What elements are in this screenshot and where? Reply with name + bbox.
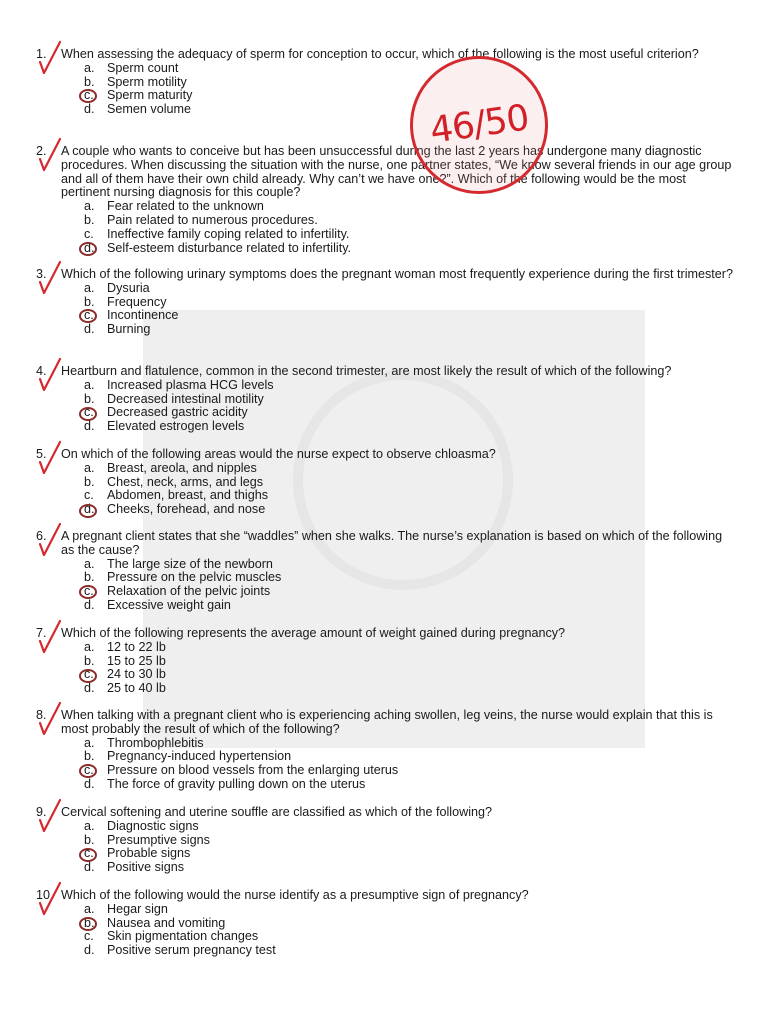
- question-number: 2.: [36, 144, 47, 158]
- option-text: Relaxation of the pelvic joints: [107, 584, 271, 599]
- option-text: Pregnancy-induced hypertension: [107, 749, 292, 764]
- option-text: Breast, areola, and nipples: [107, 460, 257, 475]
- answer-option: [36, 379, 736, 393]
- option-letter: d.: [84, 597, 95, 612]
- answer-option: [36, 655, 736, 669]
- question-stem: [36, 806, 736, 820]
- option-text: Fear related to the unknown: [107, 199, 264, 214]
- question-text: When talking with a pregnant client who is experiencing aching swollen, leg veins, the nurse would explain that this is most probably the result of which of the following?: [61, 708, 713, 736]
- option-text: Pressure on the pelvic muscles: [107, 570, 282, 585]
- option-letter: d.: [84, 502, 95, 517]
- option-text: Excessive weight gain: [107, 597, 231, 612]
- answer-options: [36, 903, 736, 958]
- option-letter: d.: [84, 322, 95, 337]
- option-text: Thrombophlebitis: [107, 735, 204, 750]
- answer-option: [36, 200, 736, 214]
- question-number: 10.: [36, 888, 54, 902]
- answer-option: [36, 944, 736, 958]
- answer-options: [36, 820, 736, 875]
- question-2: [36, 145, 736, 255]
- question-stem: [36, 268, 736, 282]
- answer-option: [36, 641, 736, 655]
- answer-option: [36, 214, 736, 228]
- grade-stamp: [410, 56, 548, 194]
- option-text: 25 to 40 lb: [107, 681, 166, 696]
- option-text: Increased plasma HCG levels: [107, 377, 274, 392]
- option-letter: c.: [84, 846, 94, 861]
- option-text: Incontinence: [107, 308, 179, 323]
- question-text: A couple who wants to conceive but has been unsuccessful during the last 2 years has undergone many diagnostic procedures. When discussing the situation with the nurse, one partner states, “We know several friends in our age group and all of them have their own child already. Why can’t we have one?”. Which of the following would be the most pertinent nursing diagnosis for this couple?: [61, 144, 732, 200]
- option-text: Hegar sign: [107, 901, 168, 916]
- option-text: Ineffective family coping related to infertility.: [107, 226, 350, 241]
- option-letter: a.: [84, 377, 95, 392]
- option-letter: c.: [84, 226, 94, 241]
- answer-option: [36, 571, 736, 585]
- option-text: 15 to 25 lb: [107, 653, 166, 668]
- answer-options: [36, 379, 736, 434]
- answer-options: [36, 62, 736, 117]
- answer-option: [36, 462, 736, 476]
- answer-option: [36, 930, 736, 944]
- answer-option: [36, 834, 736, 848]
- question-stem: [36, 709, 736, 737]
- question-number: 1.: [36, 47, 47, 61]
- answer-option: [36, 682, 736, 696]
- option-text: 12 to 22 lb: [107, 639, 166, 654]
- question-text: Which of the following urinary symptoms does the pregnant woman most frequently experience during the first trimester?: [61, 267, 733, 281]
- option-text: Probable signs: [107, 846, 191, 861]
- option-text: Decreased gastric acidity: [107, 405, 248, 420]
- question-text: Which of the following represents the average amount of weight gained during pregnancy?: [61, 626, 566, 640]
- option-letter: a.: [84, 556, 95, 571]
- answer-option: [36, 296, 736, 310]
- option-letter: c.: [84, 584, 94, 599]
- option-letter: b.: [84, 653, 95, 668]
- option-text: Pressure on blood vessels from the enlarging uterus: [107, 763, 399, 778]
- option-letter: b.: [84, 474, 95, 489]
- question-number: 3.: [36, 267, 47, 281]
- option-text: Pain related to numerous procedures.: [107, 212, 318, 227]
- option-letter: d.: [84, 102, 95, 117]
- option-text: Dysuria: [107, 280, 150, 295]
- option-letter: d.: [84, 419, 95, 434]
- answer-option: [36, 242, 736, 256]
- question-number: 7.: [36, 626, 47, 640]
- option-letter: a.: [84, 818, 95, 833]
- option-text: Cheeks, forehead, and nose: [107, 502, 266, 517]
- question-stem: [36, 448, 736, 462]
- option-text: The large size of the newborn: [107, 556, 273, 571]
- option-text: Sperm count: [107, 60, 179, 75]
- answer-option: [36, 103, 736, 117]
- question-3: [36, 268, 736, 337]
- answer-option: [36, 861, 736, 875]
- option-letter: c.: [84, 405, 94, 420]
- option-letter: d.: [84, 776, 95, 791]
- option-letter: a.: [84, 735, 95, 750]
- option-text: Semen volume: [107, 102, 191, 117]
- answer-option: [36, 820, 736, 834]
- answer-option: [36, 406, 736, 420]
- answer-option: [36, 309, 736, 323]
- option-letter: c.: [84, 88, 94, 103]
- option-text: The force of gravity pulling down on the uterus: [107, 776, 366, 791]
- option-letter: c.: [84, 763, 94, 778]
- option-text: Self-esteem disturbance related to infertility.: [107, 240, 352, 255]
- option-letter: b.: [84, 749, 95, 764]
- option-letter: d.: [84, 943, 95, 958]
- answer-option: [36, 668, 736, 682]
- question-text: Cervical softening and uterine souffle are classified as which of the following?: [61, 805, 492, 819]
- answer-option: [36, 558, 736, 572]
- question-5: [36, 448, 736, 517]
- option-letter: d.: [84, 681, 95, 696]
- question-8: [36, 709, 736, 792]
- option-letter: c.: [84, 667, 94, 682]
- answer-options: [36, 558, 736, 613]
- answer-option: [36, 847, 736, 861]
- answer-option: [36, 903, 736, 917]
- answer-option: [36, 393, 736, 407]
- option-text: Skin pigmentation changes: [107, 929, 259, 944]
- option-text: Chest, neck, arms, and legs: [107, 474, 264, 489]
- question-stem: [36, 530, 736, 558]
- answer-option: [36, 599, 736, 613]
- answer-option: [36, 62, 736, 76]
- option-letter: a.: [84, 639, 95, 654]
- answer-option: [36, 282, 736, 296]
- option-letter: d.: [84, 240, 95, 255]
- answer-option: [36, 737, 736, 751]
- question-stem: [36, 145, 736, 200]
- option-text: Diagnostic signs: [107, 818, 199, 833]
- question-7: [36, 627, 736, 696]
- option-text: Sperm maturity: [107, 88, 193, 103]
- answer-options: [36, 641, 736, 696]
- answer-option: [36, 750, 736, 764]
- option-letter: b.: [84, 391, 95, 406]
- option-letter: b.: [84, 915, 95, 930]
- option-letter: b.: [84, 74, 95, 89]
- option-letter: a.: [84, 280, 95, 295]
- answer-option: [36, 323, 736, 337]
- option-text: Presumptive signs: [107, 832, 210, 847]
- answer-option: [36, 76, 736, 90]
- option-text: Positive serum pregnancy test: [107, 943, 276, 958]
- option-letter: c.: [84, 488, 94, 503]
- option-letter: b.: [84, 212, 95, 227]
- option-text: Burning: [107, 322, 151, 337]
- question-10: [36, 889, 736, 958]
- answer-option: [36, 503, 736, 517]
- question-stem: [36, 889, 736, 903]
- option-letter: a.: [84, 60, 95, 75]
- option-text: Nausea and vomiting: [107, 915, 226, 930]
- option-text: 24 to 30 lb: [107, 667, 166, 682]
- answer-option: [36, 476, 736, 490]
- option-letter: c.: [84, 929, 94, 944]
- answer-option: [36, 420, 736, 434]
- option-letter: d.: [84, 860, 95, 875]
- answer-options: [36, 282, 736, 337]
- question-6: [36, 530, 736, 613]
- option-letter: a.: [84, 460, 95, 475]
- answer-options: [36, 462, 736, 517]
- option-letter: b.: [84, 570, 95, 585]
- question-stem: [36, 627, 736, 641]
- question-number: 8.: [36, 708, 47, 722]
- question-text: When assessing the adequacy of sperm for conception to occur, which of the following is the most useful criterion?: [61, 47, 699, 61]
- question-text: On which of the following areas would the nurse expect to observe chloasma?: [61, 447, 496, 461]
- question-number: 5.: [36, 447, 47, 461]
- answer-options: [36, 737, 736, 792]
- question-number: 6.: [36, 529, 47, 543]
- option-text: Sperm motility: [107, 74, 187, 89]
- option-letter: b.: [84, 294, 95, 309]
- question-text: A pregnant client states that she “waddles” when she walks. The nurse’s explanation is based on which of the following as the cause?: [61, 529, 723, 557]
- question-4: [36, 365, 736, 434]
- answer-option: [36, 228, 736, 242]
- answer-option: [36, 489, 736, 503]
- option-text: Abdomen, breast, and thighs: [107, 488, 269, 503]
- question-9: [36, 806, 736, 875]
- option-letter: a.: [84, 901, 95, 916]
- question-stem: [36, 365, 736, 379]
- answer-option: [36, 778, 736, 792]
- option-text: Frequency: [107, 294, 167, 309]
- option-text: Decreased intestinal motility: [107, 391, 264, 406]
- answer-option: [36, 89, 736, 103]
- question-number: 4.: [36, 364, 47, 378]
- question-1: [36, 48, 736, 117]
- option-letter: c.: [84, 308, 94, 323]
- question-text: Heartburn and flatulence, common in the second trimester, are most likely the result of which of the following?: [61, 364, 672, 378]
- option-text: Elevated estrogen levels: [107, 419, 245, 434]
- answer-option: [36, 585, 736, 599]
- answer-option: [36, 917, 736, 931]
- answer-option: [36, 764, 736, 778]
- answer-options: [36, 200, 736, 255]
- question-text: Which of the following would the nurse identify as a presumptive sign of pregnancy?: [61, 888, 529, 902]
- option-text: Positive signs: [107, 860, 184, 875]
- grade-score: 46/50: [427, 97, 531, 152]
- option-letter: a.: [84, 199, 95, 214]
- question-stem: [36, 48, 736, 62]
- option-letter: b.: [84, 832, 95, 847]
- question-number: 9.: [36, 805, 47, 819]
